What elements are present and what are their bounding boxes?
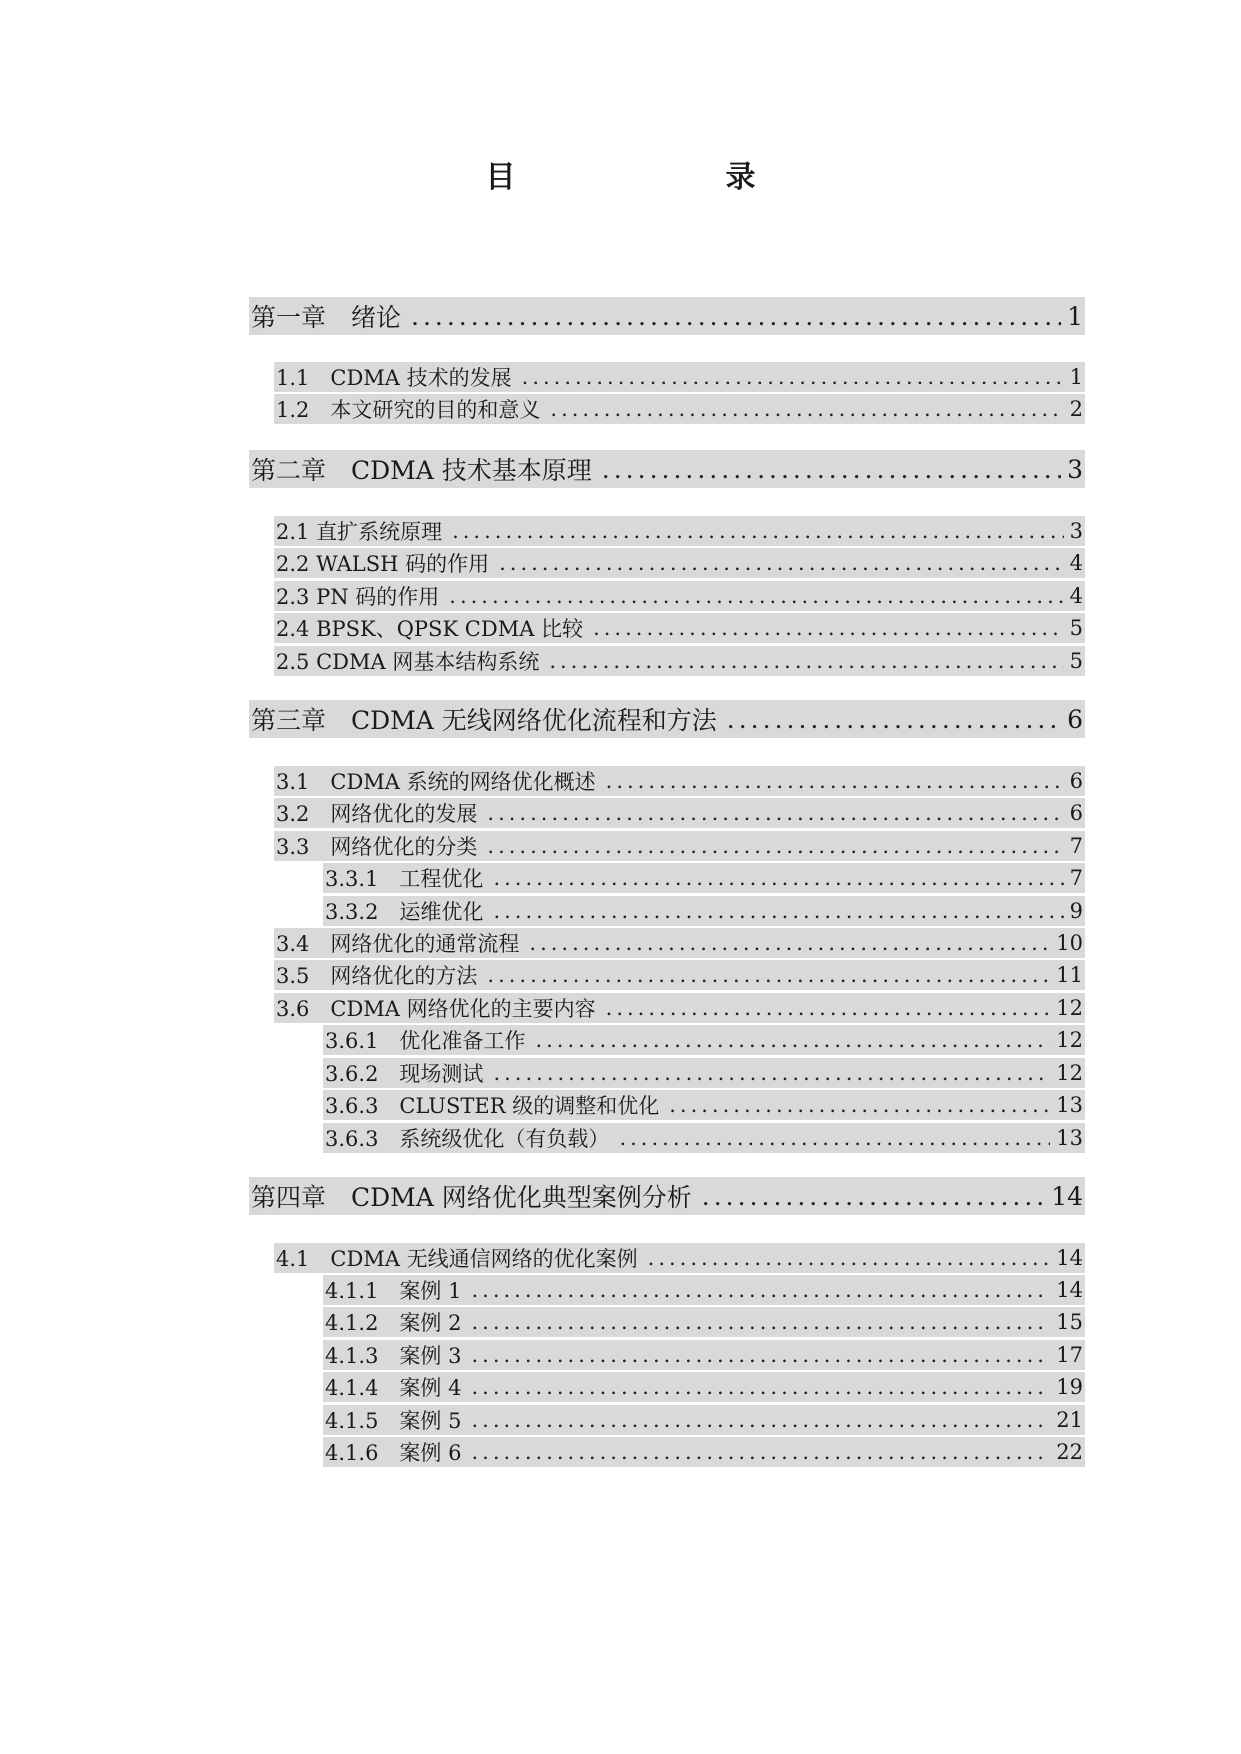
toc-entry-label: 第二章 CDMA 技术基本原理 [251,456,592,485]
dot-leader [522,365,1064,389]
toc-page-number: 12 [1056,1061,1083,1085]
toc-entry[interactable] [323,1025,1085,1055]
toc-entry[interactable] [274,581,1085,611]
toc-entry-label: 第四章 CDMA 网络优化典型案例分析 [251,1183,692,1212]
toc-page-number: 19 [1056,1375,1083,1399]
toc-entry[interactable] [323,1307,1085,1337]
toc-entry-label: 3.3 网络优化的分类 [276,835,478,859]
toc-entry[interactable] [323,1090,1085,1120]
toc-page-number: 17 [1056,1343,1083,1367]
toc-entry-label: 3.3.1 工程优化 [325,867,484,891]
dot-leader [619,1126,1050,1150]
toc-entry-label: 3.4 网络优化的通常流程 [276,932,520,956]
toc-entry-label: 4.1.4 案例 4 [325,1376,462,1400]
dot-leader [452,519,1064,543]
dot-leader [411,302,1061,331]
toc-entry[interactable] [274,516,1085,546]
toc-page-number: 14 [1056,1246,1083,1270]
toc-entry-label: 3.2 网络优化的发展 [276,802,478,826]
toc-entry[interactable] [323,863,1085,893]
toc-entry[interactable] [323,1275,1085,1305]
dot-leader [593,616,1064,640]
toc-chapter-entry[interactable] [249,297,1085,335]
dot-leader [449,584,1063,608]
toc-entry[interactable] [323,1123,1085,1153]
dot-leader [499,551,1064,575]
toc-page-number: 6 [1069,769,1083,793]
toc-entry-label: 第一章 绪论 [251,303,402,332]
toc-page-number: 6 [1067,704,1083,734]
dot-leader [702,1182,1045,1211]
dot-leader [669,1093,1050,1117]
dot-leader [606,769,1064,793]
toc-entry[interactable] [274,362,1085,392]
toc-entry-label: 4.1.3 案例 3 [325,1344,462,1368]
page-title: 目 录 [485,160,806,195]
toc-chapter-entry[interactable] [249,1177,1085,1215]
toc-entry[interactable] [274,993,1085,1023]
toc-entry[interactable] [323,896,1085,926]
toc-page-number: 14 [1051,1181,1083,1211]
toc-entry-label: 3.1 CDMA 系统的网络优化概述 [276,770,596,794]
dot-leader [471,1310,1050,1334]
toc-page-number: 3 [1067,454,1083,484]
toc-entry-label: 2.5 CDMA 网基本结构系统 [276,650,540,674]
toc-entry[interactable] [274,831,1085,861]
toc-entry[interactable] [323,1405,1085,1435]
toc-entry-label: 4.1.5 案例 5 [325,1409,462,1433]
dot-leader [549,649,1063,673]
dot-leader [602,455,1061,484]
toc-page-number: 13 [1056,1093,1083,1117]
toc-entry[interactable] [323,1372,1085,1402]
toc-entry-label: 3.6.1 优化准备工作 [325,1029,526,1053]
toc-entry-label: 2.4 BPSK、QPSK CDMA 比较 [276,617,584,641]
toc-entry-label: 1.1 CDMA 技术的发展 [276,366,512,390]
toc-entry[interactable] [323,1437,1085,1467]
dot-leader [471,1440,1050,1464]
toc-page-number: 6 [1069,801,1083,825]
toc-page-number: 12 [1056,1028,1083,1052]
toc-entry[interactable] [274,394,1085,424]
toc-entry-label: 3.3.2 运维优化 [325,900,484,924]
toc-page-number: 14 [1056,1278,1083,1302]
dot-leader [727,705,1061,734]
toc-page-number: 15 [1056,1310,1083,1334]
toc-entry-label: 3.6 CDMA 网络优化的主要内容 [276,997,596,1021]
dot-leader [493,866,1063,890]
toc-entry[interactable] [323,1340,1085,1370]
toc-page-number: 13 [1056,1126,1083,1150]
toc-entry[interactable] [274,960,1085,990]
dot-leader [550,397,1063,421]
toc-chapter-entry[interactable] [249,700,1085,738]
toc-page-number: 1 [1067,301,1083,331]
toc-entry[interactable] [274,766,1085,796]
toc-entry[interactable] [274,548,1085,578]
dot-leader [493,899,1063,923]
dot-leader [493,1061,1050,1085]
toc-page-number: 10 [1056,931,1083,955]
dot-leader [471,1343,1050,1367]
dot-leader [606,996,1051,1020]
toc-entry[interactable] [274,646,1085,676]
toc-entry-label: 3.6.3 系统级优化（有负载） [325,1127,610,1151]
toc-page-number: 5 [1069,649,1083,673]
dot-leader [487,963,1050,987]
toc-entry-label: 4.1.6 案例 6 [325,1441,462,1465]
toc-entry-label: 1.2 本文研究的目的和意义 [276,398,541,422]
toc-entry[interactable] [323,1058,1085,1088]
dot-leader [471,1375,1050,1399]
dot-leader [487,834,1063,858]
toc-page-number: 4 [1069,551,1083,575]
toc-entry-label: 3.5 网络优化的方法 [276,964,478,988]
toc-page-number: 22 [1056,1440,1083,1464]
toc-page-number: 2 [1069,397,1083,421]
toc-entry[interactable] [274,1243,1085,1273]
toc-entry[interactable] [274,928,1085,958]
toc-entry-label: 4.1 CDMA 无线通信网络的优化案例 [276,1247,638,1271]
toc-page-number: 5 [1069,616,1083,640]
toc-chapter-entry[interactable] [249,450,1085,488]
toc-page-number: 21 [1056,1408,1083,1432]
dot-leader [535,1028,1050,1052]
toc-entry[interactable] [274,798,1085,828]
toc-page-number: 7 [1069,866,1083,890]
dot-leader [648,1246,1051,1270]
toc-entry-label: 第三章 CDMA 无线网络优化流程和方法 [251,706,717,735]
dot-leader [487,801,1063,825]
toc-entry-label: 3.6.2 现场测试 [325,1062,484,1086]
toc-page-number: 9 [1069,899,1083,923]
toc-entry-label: 2.2 WALSH 码的作用 [276,552,490,576]
toc-entry-label: 4.1.1 案例 1 [325,1279,462,1303]
dot-leader [529,931,1050,955]
toc-page-number: 1 [1069,365,1083,389]
toc-entry-label: 3.6.3 CLUSTER 级的调整和优化 [325,1094,660,1118]
toc-page-number: 4 [1069,584,1083,608]
toc-page-number: 3 [1069,519,1083,543]
dot-leader [471,1278,1050,1302]
toc-entry[interactable] [274,613,1085,643]
toc-page-number: 12 [1056,996,1083,1020]
toc-entry-label: 2.1 直扩系统原理 [276,520,443,544]
toc-page-number: 11 [1056,963,1083,987]
toc-page-number: 7 [1069,834,1083,858]
toc-entry-label: 4.1.2 案例 2 [325,1311,462,1335]
dot-leader [471,1408,1050,1432]
toc-entry-label: 2.3 PN 码的作用 [276,585,440,609]
